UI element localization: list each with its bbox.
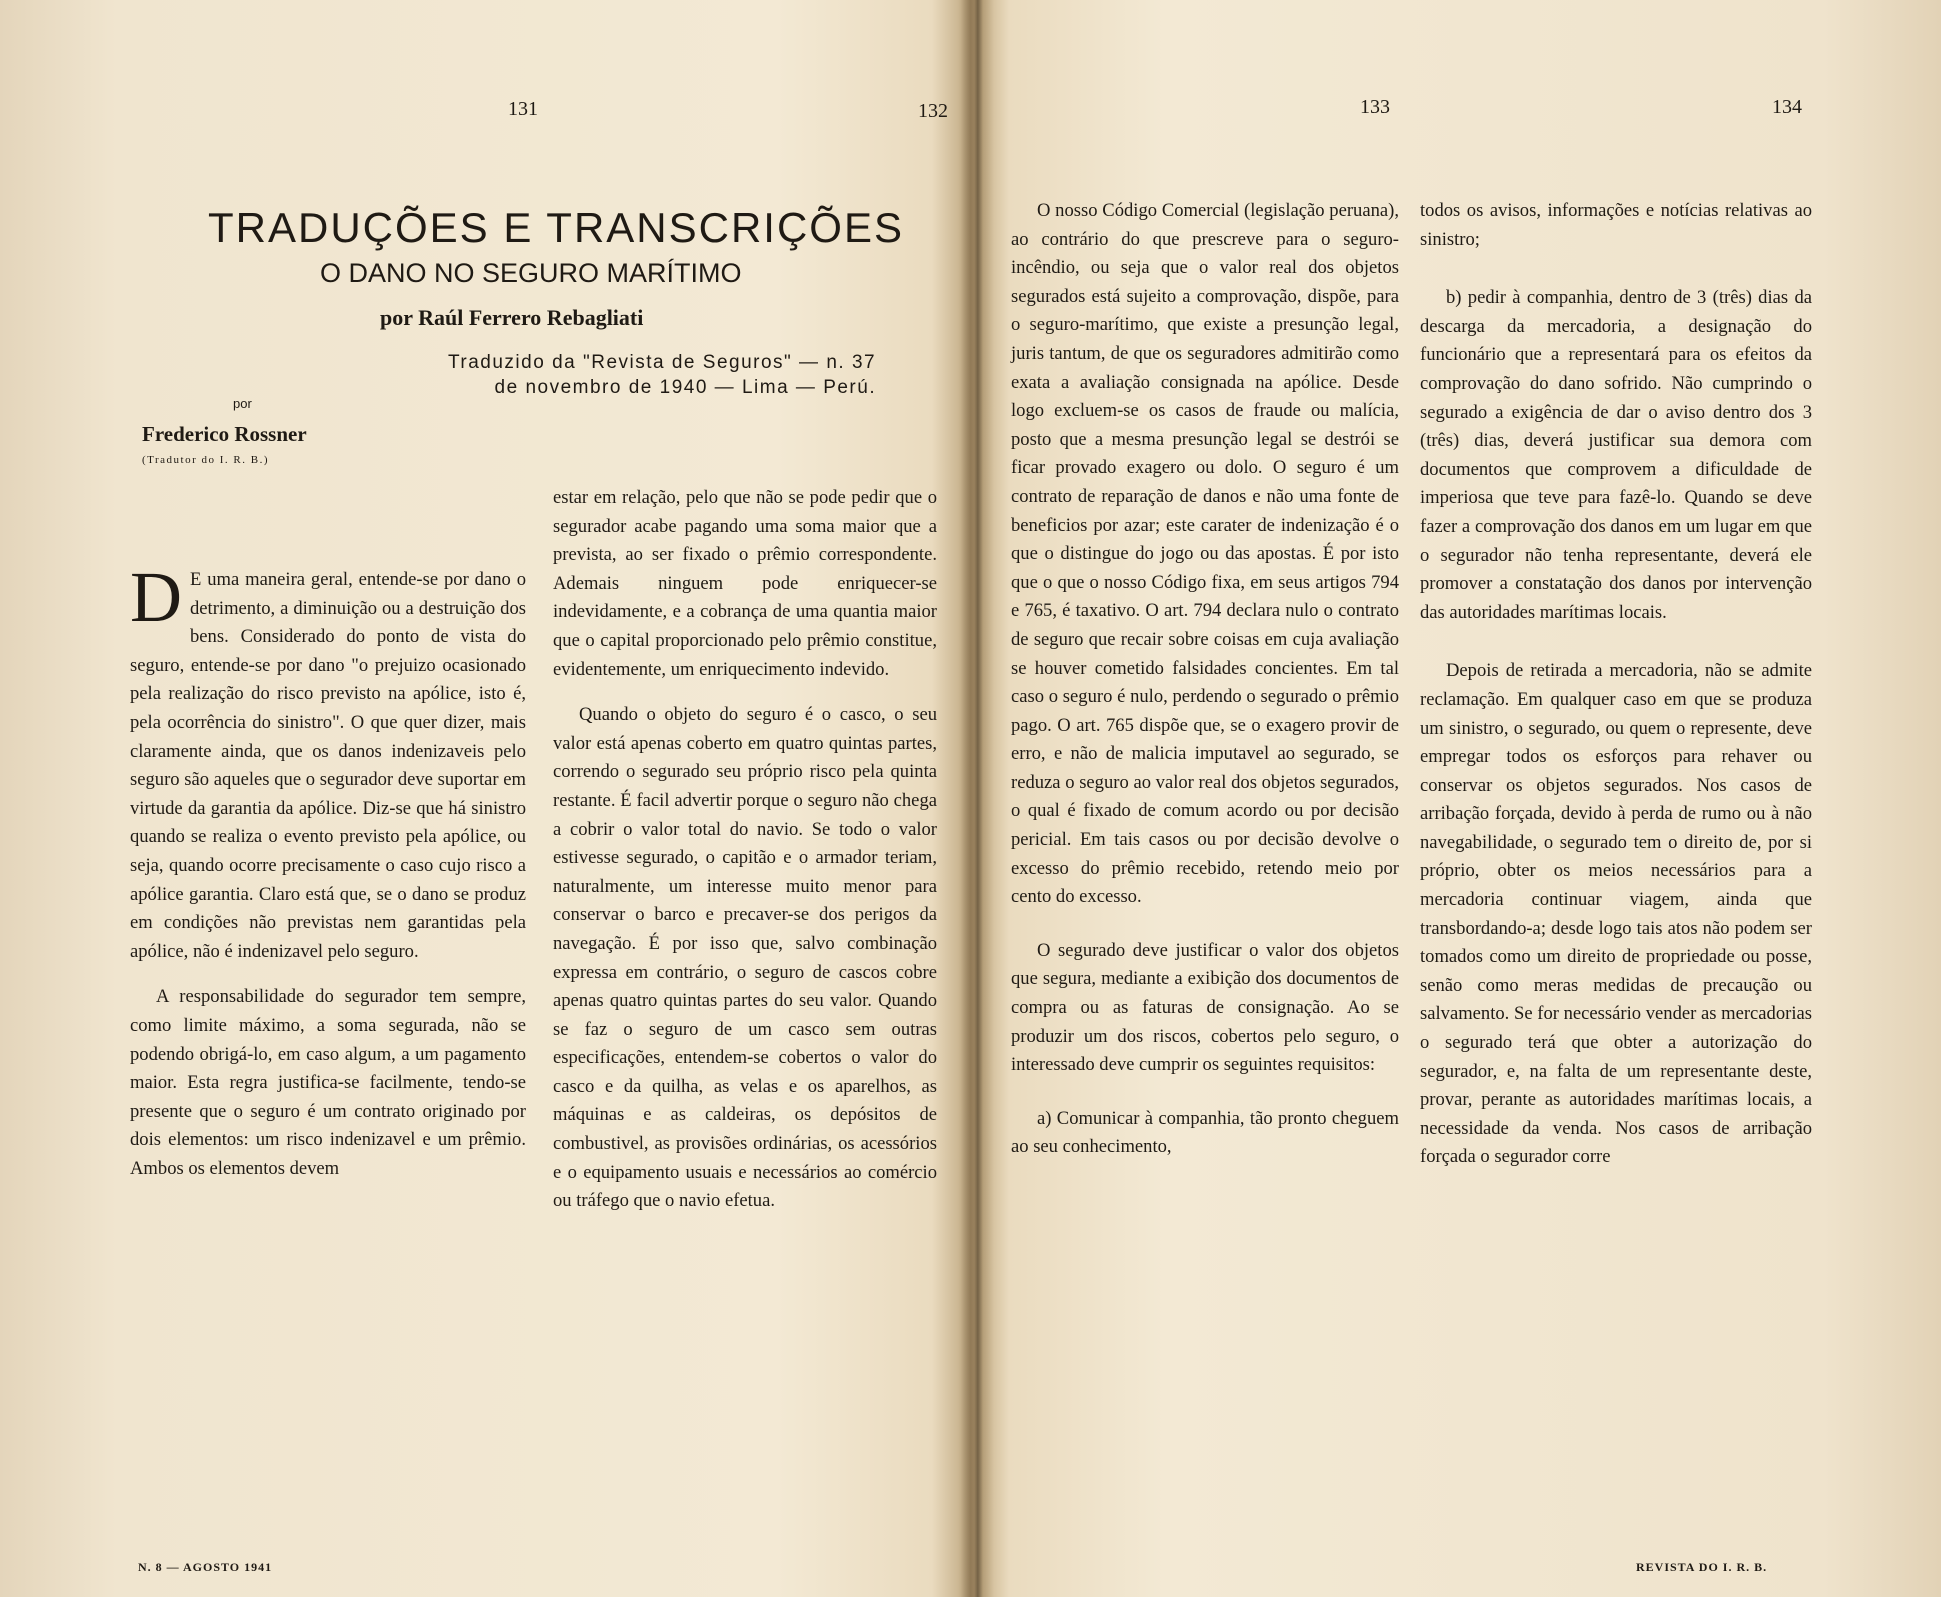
paragraph-text: E uma maneira geral, entende-se por dano o detrimento, a diminuição ou a destruição dos bens. Considerado do ponto de vista do seguro, entende-se por dano "o prejuizo ocasionado pela realização do risco previsto na apólice, isto é, pela ocorrência do sinistro". O que quer dizer, mais claramente ainda, que os danos indenizaveis pelo seguro são aqueles que o segurador deve suportar em virtude da garantia da apólice. Diz-se que há sinistro quando se realiza o evento previsto pela apólice, ou seja, quando ocorre precisamente o caso cujo risco a apólice garantia. Claro está que, se o dano se produz em condições não previstas nem garantidas pela apólice, não é indenizavel pelo seguro. <box>130 569 526 962</box>
translator-por: por <box>233 396 252 411</box>
paragraph: a) Comunicar à companhia, tão pronto cheguem ao seu conhecimento, <box>1011 1107 1399 1158</box>
paragraph <box>130 557 526 966</box>
column-1 <box>130 557 526 1183</box>
article-author: por Raúl Ferrero Rebagliati <box>380 305 644 330</box>
paragraph: A responsabilidade do segurador tem sempre, como limite máximo, a soma segurada, não se podendo obrigá-lo, em caso algum, a um pagamento maior. Esta regra justifica-se facilmente, tendo-se presente que o seguro é um contrato originado por dois elementos: um risco indenizavel e um prêmio. Ambos os elementos devem <box>130 986 526 1179</box>
drop-cap: D <box>130 557 182 637</box>
column-3 <box>1011 197 1399 1162</box>
column-4 <box>1420 197 1812 1172</box>
paragraph: O segurado deve justificar o valor dos objetos que segura, mediante a exibição dos documentos de compra ou as faturas de consignação. Ao se produzir um dos riscos, cobertos pelo seguro, o interessado deve cumprir os seguintes requisitos: <box>1011 939 1399 1076</box>
translator-role: (Tradutor do I. R. B.) <box>142 454 270 466</box>
page-number-132: 132 <box>918 100 948 122</box>
paragraph: Depois de retirada a mercadoria, não se admite reclamação. Em qualquer caso em que se produza um sinistro, o segurado, ou quem o represente, deve empregar todos os esforços para rehaver ou conservar os objetos segurados. Nos casos de arribação forçada, devido à perda de rumo ou à não navegabilidade, o segurado tem o direito de, por si próprio, obter os meios necessários para a mercadoria continuar viagem, ainda que transbordando-a; desde logo tais atos não podem ser tomados como um direito de propriedade ou posse, senão como meras medidas de precaução ou salvamento. Se for necessário vender as mercadorias o segurado terá que obter a autorização do segurador, e, na falta de um representante deste, provar, perante as autoridades marítimas locais, a necessidade da venda. Nos casos de arribação forçada o segurador corre <box>1420 660 1812 1168</box>
translation-source <box>448 350 876 400</box>
paragraph: O nosso Código Comercial (legislação peruana), ao contrário do que prescreve para o seguro-incêndio, ou seja que o valor real dos objetos segurados está sujeito a comprovação, dispõe, para o seguro-marítimo, que existe a presunção legal, juris tantum, de que os seguradores admitirão como exata a avaliação consignada na apólice. Desde logo excluem-se os casos de fraude ou malícia, posto que a mesma presunção legal se destrói se ficar provado exagero ou dolo. O seguro é um contrato de reparação de danos e não uma fonte de beneficios por azar; este carater de indenização é o que o distingue do jogo ou das apostas. É por isto que o que o nosso Código fixa, em seus artigos 794 e 765, é taxativo. O art. 794 declara nulo o contrato de seguro que recair sobre coisas em cuja avaliação se houver cometido falsidades concientes. Em tal caso o seguro é nulo, perdendo o segurado o prêmio pago. O art. 765 dispõe que, se o exagero provir de erro, e não de malicia imputavel ao segurado, se reduza o seguro ao valor real dos objetos segurados, o qual é fixado de comum acordo ou por decisão pericial. Em tais casos ou por decisão devolve o excesso do prêmio recebido, retendo meio por cento do excesso. <box>1011 200 1399 908</box>
translator-name: Frederico Rossner <box>142 422 307 446</box>
paragraph: estar em relação, pelo que não se pode pedir que o segurador acabe pagando uma soma maior que a prevista, ao ser fixado o prêmio correspondente. Ademais ninguem pode enriquecer-se indevidamente, e a cobrança de uma quantia maior que o capital proporcionado pelo prêmio constitue, evidentemente, um enriquecimento indevido. <box>553 487 937 680</box>
section-title: TRADUÇÕES E TRANSCRIÇÕES <box>208 204 904 251</box>
translation-source-line-1: Traduzido da "Revista de Seguros" — n. 37 <box>448 352 877 373</box>
left-page <box>0 0 968 1597</box>
article-title: O DANO NO SEGURO MARÍTIMO <box>320 258 742 288</box>
page-number-134: 134 <box>1772 96 1802 118</box>
page-number-131: 131 <box>508 98 538 120</box>
footer-journal: REVISTA DO I. R. B. <box>1636 1560 1768 1574</box>
paragraph: b) pedir à companhia, dentro de 3 (três) dias da descarga da mercadoria, a designação do funcionário que a representará para os efeitos da comprovação do dano sofrido. Não cumprindo o segurado a exigência de dar o aviso dentro dos 3 (três) dias, deverá justificar sua demora com documentos que comprovem a dificuldade de imperiosa que teve para fazê-lo. Quando se deve fazer a comprovação dos danos em um lugar em que o segurador não tenha representante, deverá ele promover a constatação dos danos por intervenção das autoridades marítimas locais. <box>1420 287 1812 623</box>
translation-source-line-2: de novembro de 1940 — Lima — Perú. <box>494 377 877 398</box>
page-number-133: 133 <box>1360 96 1390 118</box>
paragraph: todos os avisos, informações e notícias relativas ao sinistro; <box>1420 200 1812 250</box>
paragraph: Quando o objeto do seguro é o casco, o seu valor está apenas coberto em quatro quintas partes, correndo o segurado seu próprio risco pela quinta restante. É facil advertir porque o seguro não chega a cobrir o valor total do navio. Se todo o valor estivesse segurado, o capitão e o armador teriam, naturalmente, um interesse muito menor para conservar o barco e precaver-se dos perigos da navegação. É por isso que, salvo combinação expressa em contrário, o seguro de cascos cobre apenas quatro quintas partes do seu valor. Quando se faz o seguro de um casco sem outras especificações, entendem-se cobertos o valor do casco e da quilha, as velas e os aparelhos, as máquinas e as caldeiras, os depósitos de combustivel, as provisões ordinárias, os acessórios e o equipamento usuais e necessários ao comércio ou tráfego que o navio efetua. <box>553 704 937 1212</box>
footer-issue: N. 8 — AGOSTO 1941 <box>138 1560 273 1574</box>
column-2 <box>553 484 937 1216</box>
